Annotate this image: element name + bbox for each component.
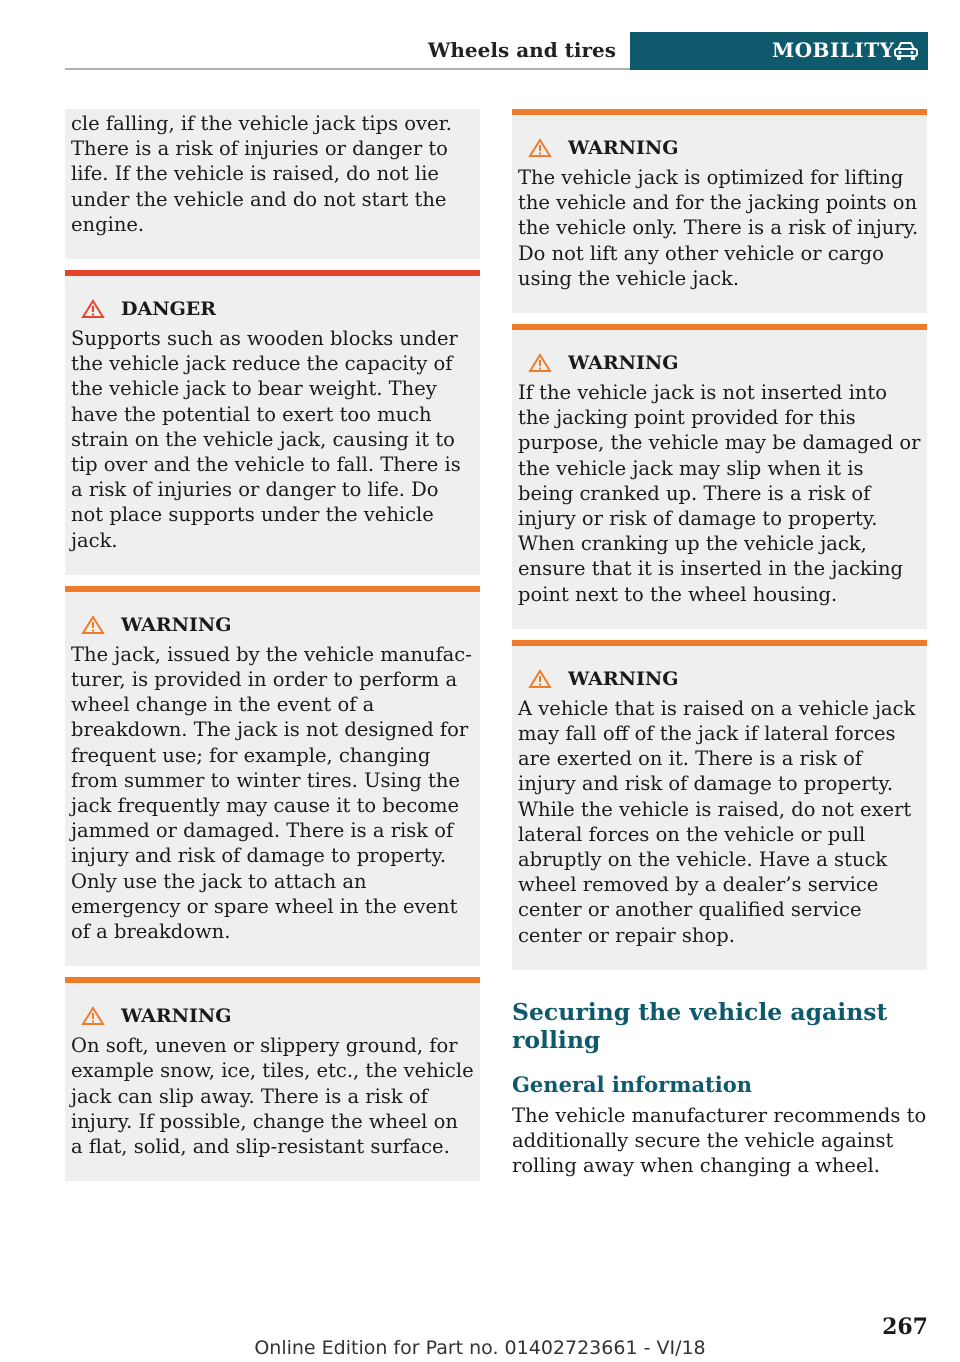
warning-notice (65, 586, 480, 966)
section-heading: Securing the vehicle against rolling (512, 997, 888, 1054)
notice-label: WARNING (568, 352, 679, 375)
danger-notice (65, 270, 480, 575)
warning-triangle-icon (528, 138, 552, 158)
notice-label: WARNING (121, 613, 232, 636)
right-column (512, 109, 927, 1178)
notice-text: The jack, issued by the vehicle manufacturer, is provided in order to perform a wheel change in the event of a breakdown. The jack is not designed for frequent use; for example, changing from summer to winter tires. Using the jack frequently may cause it to become jammed or damaged. There is a risk of injury and risk of damage to property. Only use the jack to attach an emergency or spare wheel in the event of a breakdown. (71, 642, 472, 944)
section-title: Wheels and tires (427, 38, 616, 62)
edition-line: Online Edition for Part no. 01402723661 - VI/18 (254, 1337, 706, 1359)
car-icon (893, 40, 919, 62)
page-footer (0, 1310, 960, 1362)
header-chapter-tab (630, 32, 928, 70)
notice-text: Supports such as wooden blocks under the vehicle jack reduce the capacity of the vehicle jack to bear weight. They have the potential to exert too much strain on the vehicle jack, causing it to tip over and the vehicle to fall. There is a risk of injuries or danger to life. Do not place supports under the vehicle jack. (71, 327, 461, 552)
notice-text: A vehicle that is raised on a vehicle jack may fall off of the jack if lateral forces are exerted on it. There is a risk of injury and risk of damage to property. While the vehicle is raised, do not exert lateral forces on the vehicle or pull abruptly on the vehicle. Have a stuck wheel removed by a dealer’s service center or another qualified service center or repair shop. (518, 696, 916, 947)
notice-label: DANGER (121, 298, 217, 321)
notice-text: The vehicle jack is optimized for lifting the vehicle and for the jacking points on the vehicle only. There is a risk of injury. Do not lift any other vehicle or cargo using the vehicle jack. (518, 166, 919, 290)
notice-label: WARNING (568, 667, 679, 690)
page-number: 267 (882, 1314, 928, 1340)
notice-text: If the vehicle jack is not inserted into the jacking point provided for this purpose, the vehicle may be damaged or the vehicle jack may slip when it is being cranked up. There is a risk of injury or risk of damage to property. When cranking up the vehicle jack, ensure that it is inserted in the jacking point next to the wheel housing. (518, 381, 921, 606)
warning-notice (512, 324, 927, 629)
subsection-heading: General information (512, 1071, 753, 1097)
notice-text: cle falling, if the vehicle jack tips over. There is a risk of injuries or danger to life. If the vehicle is raised, do not lie under the vehicle and do not start the engine. (71, 112, 452, 236)
warning-triangle-icon (81, 299, 105, 319)
warning-notice (512, 640, 927, 970)
page-header (65, 32, 928, 70)
warning-triangle-icon (528, 669, 552, 689)
notice-label: WARNING (121, 1005, 232, 1028)
warning-triangle-icon (81, 615, 105, 635)
warning-triangle-icon (528, 353, 552, 373)
continued-notice (65, 109, 480, 259)
header-section-tab (65, 32, 630, 70)
notice-label: WARNING (568, 137, 679, 159)
warning-triangle-icon (81, 1006, 105, 1026)
chapter-title: MOBILITY (772, 38, 895, 62)
warning-notice (512, 109, 927, 313)
notice-text: On soft, uneven or slippery ground, for example snow, ice, tiles, etc., the vehicle jack can slip away. There is a risk of injury. If possible, change the wheel on a flat, solid, and slip-resistant surface. (71, 1034, 474, 1159)
left-column (65, 109, 480, 1192)
section-body-text: The vehicle manufacturer recommends to additionally secure the vehicle against rolling away when changing a wheel. (512, 1103, 927, 1178)
warning-notice (65, 977, 480, 1181)
